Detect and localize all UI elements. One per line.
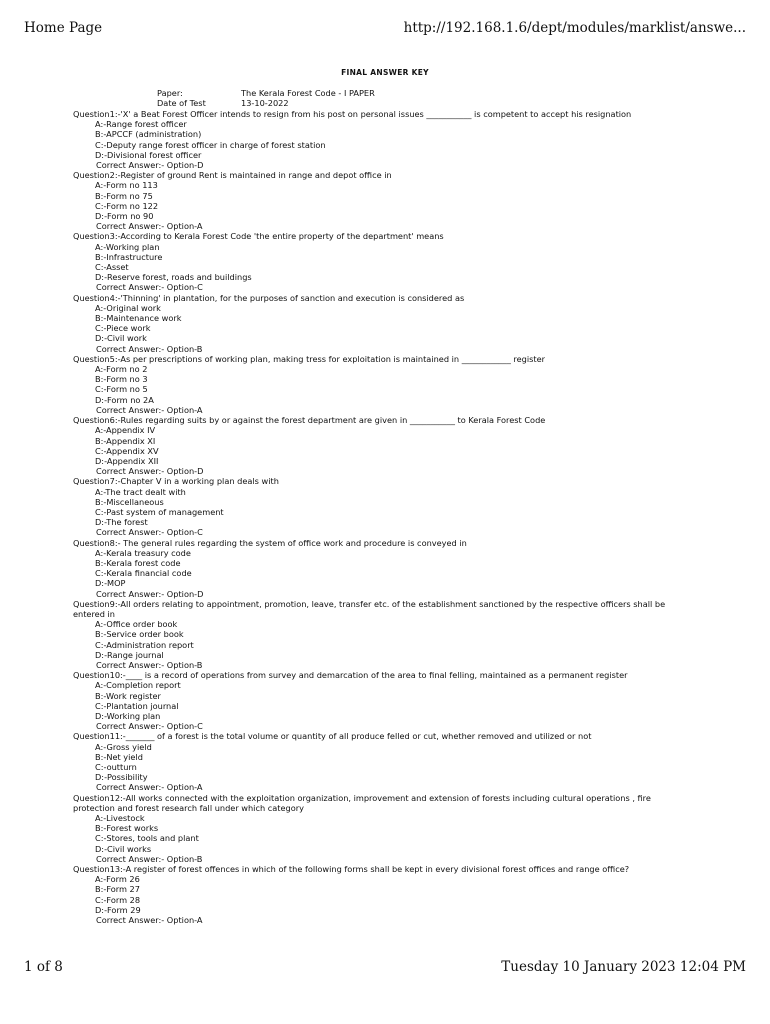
question-option: D:-Civil work: [95, 333, 147, 344]
date-label: Date of Test: [157, 98, 206, 109]
question-block: [73, 864, 673, 925]
question-option: B:-Form no 75: [95, 190, 153, 201]
question-option: A:-Form no 113: [95, 180, 158, 191]
question-option: C:-Deputy range forest officer in charge of forest station: [95, 139, 326, 150]
correct-answer: Correct Answer:- Option-B: [96, 343, 203, 354]
question-text: Question4:-'Thinning' in plantation, for the purposes of sanction and execution is considered as: [73, 292, 465, 303]
question-text: Question7:-Chapter V in a working plan deals with: [73, 476, 279, 487]
header-url: http://192.168.1.6/dept/modules/marklist/answe...: [403, 20, 746, 36]
question-option: C:-Stores, tools and plant: [95, 833, 199, 844]
question-option: C:-Appendix XV: [95, 445, 159, 456]
question-block: [73, 670, 673, 731]
question-block: [73, 731, 673, 792]
paper-value: The Kerala Forest Code - I PAPER: [241, 88, 375, 98]
question-text: Question2:-Register of ground Rent is maintained in range and depot office in: [73, 170, 392, 181]
question-option: B:-Net yield: [95, 751, 143, 762]
question-text: Question12:-All works connected with the exploitation organization, improvement and extension of forests including cultural operations , fire protection and forest research fall under which category: [73, 792, 651, 813]
question-option: B:-Appendix XI: [95, 435, 156, 446]
question-option: C:-Form no 5: [95, 384, 148, 395]
question-option: D:-Reserve forest, roads and buildings: [95, 272, 252, 283]
date-row: [157, 98, 375, 108]
question-text: Question9:-All orders relating to appointment, promotion, leave, transfer etc. of the establishment sanctioned by the respective officers shall be entered in: [73, 598, 666, 619]
document-title: FINAL ANSWER KEY: [341, 68, 429, 77]
question-option: D:-Working plan: [95, 710, 161, 721]
question-option: A:-Form no 2: [95, 364, 148, 375]
question-option: B:-Kerala forest code: [95, 557, 181, 568]
question-block: [73, 231, 673, 292]
question-text: Question11:-_______ of a forest is the total volume or quantity of all produce felled or cut, whether removed and utilized or not: [73, 731, 592, 742]
date-value: 13-10-2022: [241, 98, 289, 109]
question-option: D:-Civil works: [95, 843, 152, 854]
question-block: [73, 793, 673, 864]
correct-answer: Correct Answer:- Option-D: [96, 160, 204, 171]
test-meta: [157, 88, 375, 109]
question-option: A:-Appendix IV: [95, 425, 156, 436]
question-text: Question8:- The general rules regarding the system of office work and procedure is conveyed in: [73, 537, 467, 548]
question-option: B:-Form 27: [95, 884, 140, 895]
question-option: B:-Work register: [95, 690, 161, 701]
question-block: [73, 354, 673, 415]
question-option: B:-Forest works: [95, 823, 159, 834]
question-option: A:-The tract dealt with: [95, 486, 186, 497]
question-option: D:-Form 29: [95, 904, 141, 915]
question-block: [73, 170, 673, 231]
question-option: C:-Piece work: [95, 323, 151, 334]
correct-answer: Correct Answer:- Option-B: [96, 659, 203, 670]
question-option: D:-Possibility: [95, 772, 148, 783]
question-option: B:-Service order book: [95, 629, 184, 640]
question-option: A:-Range forest officer: [95, 119, 187, 130]
question-block: [73, 538, 673, 599]
question-option: A:-Kerala treasury code: [95, 547, 191, 558]
paper-label: Paper:: [157, 88, 183, 98]
paper-row: [157, 88, 375, 98]
question-option: C:-Past system of management: [95, 506, 224, 517]
correct-answer: Correct Answer:- Option-A: [96, 782, 203, 793]
question-option: A:-Completion report: [95, 680, 181, 691]
question-block: [73, 415, 673, 476]
question-option: B:-Maintenance work: [95, 313, 182, 324]
question-option: C:-outturn: [95, 762, 137, 772]
footer-timestamp: Tuesday 10 January 2023 12:04 PM: [501, 959, 746, 975]
correct-answer: Correct Answer:- Option-D: [96, 588, 204, 599]
question-option: D:-Appendix XII: [95, 455, 159, 466]
correct-answer: Correct Answer:- Option-A: [96, 221, 203, 232]
question-option: C:-Form no 122: [95, 200, 159, 211]
question-block: [73, 476, 673, 537]
question-option: A:-Form 26: [95, 874, 140, 885]
question-text: Question5:-As per prescriptions of working plan, making tress for exploitation is maintained in ____________ register: [73, 353, 545, 364]
question-text: Question13:-A register of forest offences in which of the following forms shall be kept in every divisional forest offices and range office?: [73, 864, 630, 875]
question-option: A:-Gross yield: [95, 741, 152, 752]
correct-answer: Correct Answer:- Option-C: [96, 282, 203, 293]
question-option: C:-Administration report: [95, 639, 194, 650]
question-option: B:-Miscellaneous: [95, 496, 164, 507]
question-block: [73, 109, 673, 170]
correct-answer: Correct Answer:- Option-D: [96, 466, 204, 477]
question-block: [73, 599, 673, 670]
question-option: D:-The forest: [95, 517, 148, 528]
question-list: [73, 109, 673, 925]
question-text: Question3:-According to Kerala Forest Code 'the entire property of the department' means: [73, 231, 444, 242]
correct-answer: Correct Answer:- Option-C: [96, 721, 203, 732]
correct-answer: Correct Answer:- Option-C: [96, 527, 203, 538]
question-option: C:-Form 28: [95, 894, 141, 905]
question-option: B:-Infrastructure: [95, 251, 163, 262]
question-option: C:-Kerala financial code: [95, 568, 192, 579]
header-home-page: Home Page: [24, 20, 103, 36]
question-option: D:-Divisional forest officer: [95, 149, 202, 160]
question-option: A:-Working plan: [95, 241, 160, 252]
correct-answer: Correct Answer:- Option-B: [96, 853, 203, 864]
question-option: C:-Plantation journal: [95, 700, 179, 711]
question-text: Question10:-____ is a record of operations from survey and demarcation of the area to final felling, maintained as a permanent register: [73, 670, 628, 681]
correct-answer: Correct Answer:- Option-A: [96, 404, 203, 415]
question-option: D:-Range journal: [95, 649, 164, 660]
question-option: C:-Asset: [95, 262, 129, 273]
footer-page-count: 1 of 8: [24, 959, 63, 975]
question-option: A:-Office order book: [95, 619, 178, 630]
question-option: A:-Original work: [95, 302, 161, 313]
question-option: B:-Form no 3: [95, 374, 148, 385]
question-option: D:-Form no 90: [95, 211, 154, 222]
question-option: A:-Livestock: [95, 813, 145, 824]
question-text: Question1:-'X' a Beat Forest Officer intends to resign from his post on personal issues ___________ is competent to accept his resignation: [73, 109, 632, 119]
question-option: D:-MOP: [95, 578, 126, 589]
question-block: [73, 293, 673, 354]
question-option: D:-Form no 2A: [95, 394, 154, 405]
question-option: B:-APCCF (administration): [95, 129, 202, 140]
question-text: Question6:-Rules regarding suits by or against the forest department are given in ___________ to Kerala Forest Code: [73, 415, 546, 426]
correct-answer: Correct Answer:- Option-A: [96, 915, 203, 926]
